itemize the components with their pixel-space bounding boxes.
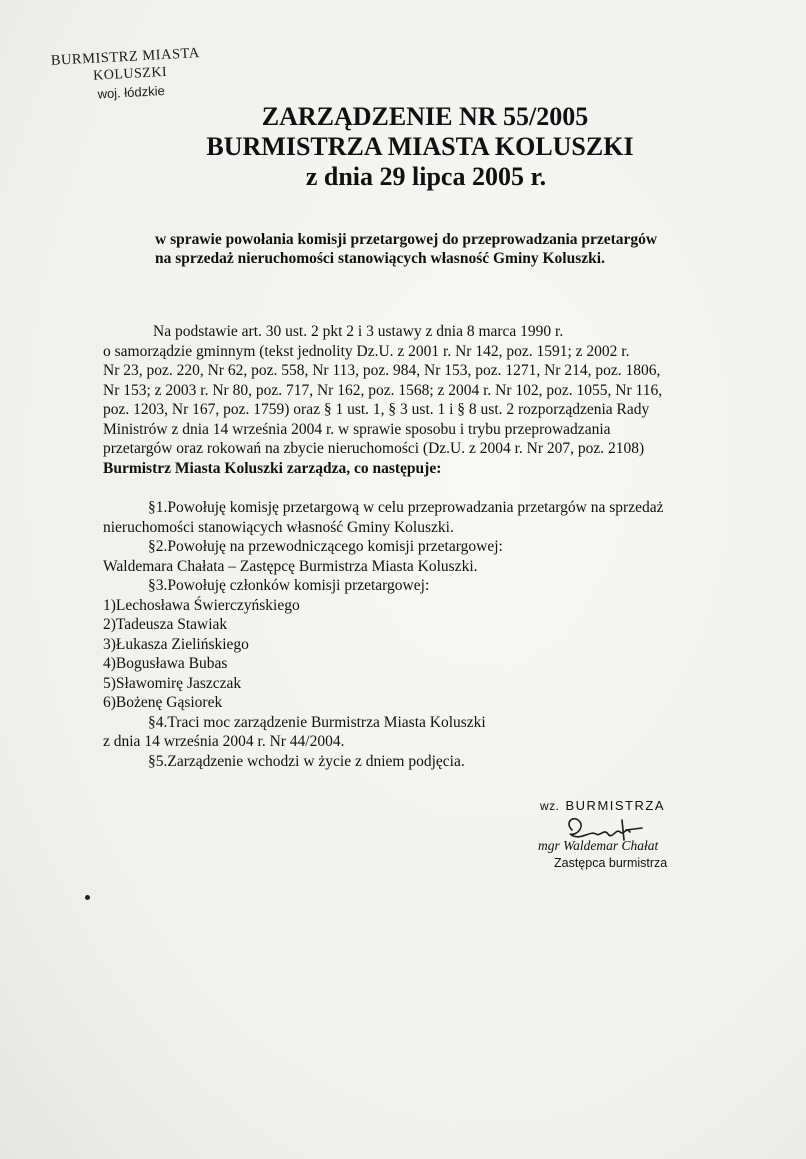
ink-dot bbox=[85, 895, 90, 900]
section-2-line-2: Waldemara Chałata – Zastępcę Burmistrza Miasta Koluszki. bbox=[103, 557, 478, 575]
document-body bbox=[103, 322, 713, 771]
subject-line-1: w sprawie powołania komisji przetargowej do przeprowadzania przetargów bbox=[155, 231, 658, 248]
section-1-line-2: nieruchomości stanowiących własność Gminy Koluszki. bbox=[103, 518, 454, 536]
section-4-line-2: z dnia 14 września 2004 r. Nr 44/2004. bbox=[103, 733, 345, 750]
title-line-2: BURMISTRZA MIASTA KOLUSZKI bbox=[206, 132, 634, 161]
preamble-line: Nr 153; z 2003 r. Nr 80, poz. 717, Nr 162, poz. 1568; z 2004 r. Nr 102, poz. 1055, Nr 116, bbox=[103, 381, 663, 399]
subject-line-2: na sprzedaż nieruchomości stanowiących własność Gminy Koluszki. bbox=[155, 250, 605, 267]
section-3-line-1: §3.Powołuję członków komisji przetargowej: bbox=[148, 577, 430, 594]
member-item: 3)Łukasza Zielińskiego bbox=[103, 635, 249, 653]
preamble-line: Na podstawie art. 30 ust. 2 pkt 2 i 3 ustawy z dnia 8 marca 1990 r. bbox=[153, 323, 564, 340]
office-stamp bbox=[30, 44, 222, 106]
stamp-line-1: BURMISTRZ MIASTA bbox=[50, 45, 201, 69]
member-item: 5)Sławomirę Jaszczak bbox=[103, 674, 242, 692]
document-subject bbox=[155, 230, 755, 268]
stamp-line-3: woj. łódzkie bbox=[97, 83, 166, 102]
preamble-line: poz. 1203, Nr 167, poz. 1759) oraz § 1 ust. 1, § 3 ust. 1 i § 8 ust. 2 rozporządzenia Rady bbox=[103, 401, 650, 418]
signature-title bbox=[540, 798, 730, 813]
section-5-line-1: §5.Zarządzenie wchodzi w życie z dniem podjęcia. bbox=[148, 752, 465, 770]
preamble-line: Ministrów z dnia 14 września 2004 r. w sprawie sposobu i trybu przeprowadzania bbox=[103, 420, 611, 438]
member-item: 1)Lechosława Świerczyńskiego bbox=[103, 596, 300, 614]
member-item: 6)Bożenę Gąsiorek bbox=[103, 694, 223, 711]
decree-line: Burmistrz Miasta Koluszki zarządza, co następuje: bbox=[103, 459, 442, 477]
title-line-1: ZARZĄDZENIE NR 55/2005 bbox=[261, 102, 589, 131]
signature-prefix: wz. bbox=[540, 799, 560, 813]
section-4-line-1: §4.Traci moc zarządzenie Burmistrza Miasta Koluszki bbox=[148, 713, 486, 731]
signature-name: mgr Waldemar Chałat bbox=[538, 838, 659, 853]
stamp-line-2: KOLUSZKI bbox=[92, 64, 168, 84]
signature-block bbox=[530, 798, 730, 870]
section-2-line-1: §2.Powołuję na przewodniczącego komisji przetargowej: bbox=[148, 538, 503, 555]
member-item: 4)Bogusława Bubas bbox=[103, 655, 228, 672]
member-item: 2)Tadeusza Stawiak bbox=[103, 616, 228, 633]
preamble-line: o samorządzie gminnym (tekst jednolity Dz.U. z 2001 r. Nr 142, poz. 1591; z 2002 r. bbox=[103, 342, 630, 360]
section-1-line-1: §1.Powołuję komisję przetargową w celu przeprowadzania przetargów na sprzedaż bbox=[148, 499, 664, 516]
spacer bbox=[103, 478, 713, 498]
preamble-line: Nr 23, poz. 220, Nr 62, poz. 558, Nr 113, poz. 984, Nr 153, poz. 1271, Nr 214, poz. 1806, bbox=[103, 362, 661, 379]
signature-office: BURMISTRZA bbox=[565, 798, 665, 813]
signature-role: Zastępca burmistrza bbox=[554, 856, 668, 870]
title-line-3: z dnia 29 lipca 2005 r. bbox=[305, 162, 547, 191]
document-title bbox=[120, 102, 720, 192]
preamble-line: przetargów oraz rokowań na zbycie nieruchomości (Dz.U. z 2004 r. Nr 207, poz. 2108) bbox=[103, 440, 645, 457]
